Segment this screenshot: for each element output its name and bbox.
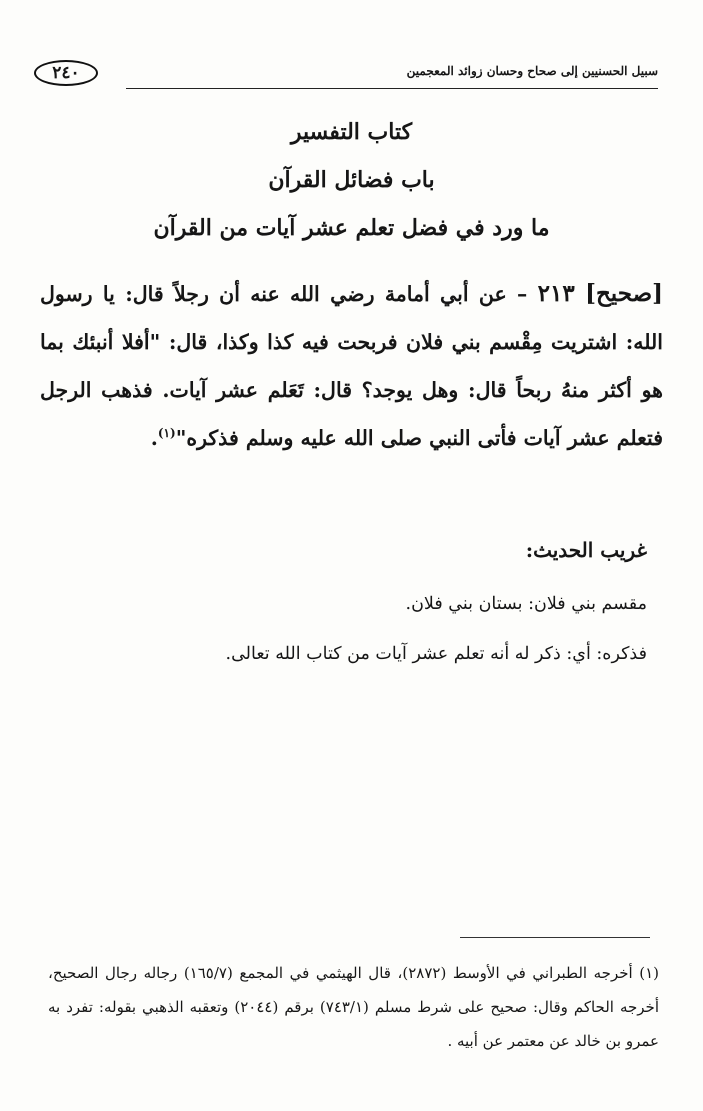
hadith-ending: . <box>150 426 158 450</box>
hadith-body: – عن أبي أمامة رضي الله عنه أن رجلاً قال: يا رسول الله: اشتريت مِقْسم بني فلان فربحت فيه كذا وكذا، قال: "أفلا أنبئك بما هو أكثر منهُ ربحاً قال: وهل يوجد؟ قال: تَعَلم عشر آيات. فذهب الرجل فتعلم عشر آيات فأتى النبي صلى الله عليه وسلم فذكره" <box>40 282 663 450</box>
gharib-heading: غريب الحديث: <box>525 538 647 562</box>
gharib-item: مقسم بني فلان: بستان بني فلان. <box>405 594 647 614</box>
titles-block <box>60 108 643 252</box>
book-title: كتاب التفسير <box>290 119 413 145</box>
page-number: ٢٤٠ <box>34 60 98 86</box>
chapter-title: باب فضائل القرآن <box>268 167 435 193</box>
footnote-text: (١) أخرجه الطبراني في الأوسط (٢٨٧٢)، قال الهيثمي في المجمع (١٦٥/٧) رجاله رجال الصحيح، أخرجه الحاكم وقال: صحيح على شرط مسلم (٧٤٣/١) برقم (٢٠٤٤) وتعقبه الذهبي بقوله: تفرد به عمرو بن خالد عن معتمر عن أبيه . <box>48 964 659 1050</box>
header-rule <box>126 88 658 89</box>
gharib-item: فذكره: أي: ذكر له أنه تعلم عشر آيات من كتاب الله تعالى. <box>225 644 647 664</box>
footnote-marker: (١) <box>157 426 176 441</box>
page-header <box>34 56 658 92</box>
footnote-rule <box>460 937 650 938</box>
hadith-grade: [صحيح] <box>585 280 663 307</box>
hadith-number: ٢١٣ <box>537 280 575 307</box>
hadith-text <box>40 270 663 462</box>
running-head: سبيل الحسنيين إلى صحاح وحسان زوائد المعجمين <box>406 64 658 78</box>
topic-title: ما ورد في فضل تعلم عشر آيات من القرآن <box>153 215 550 241</box>
